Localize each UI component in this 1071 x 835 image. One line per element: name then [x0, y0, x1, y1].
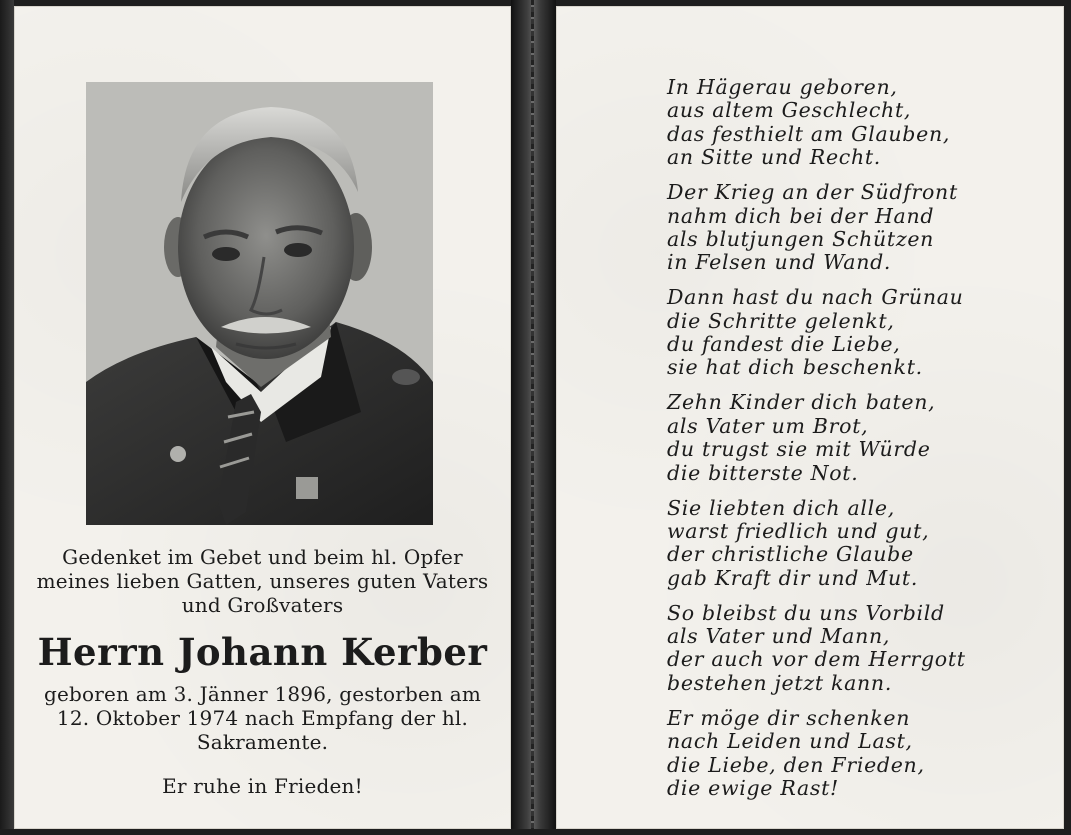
intro-line: und Großvaters [181, 593, 344, 617]
poem-line: Der Krieg an der Südfront [667, 180, 958, 205]
poem-line: nahm dich bei der Hand [667, 203, 935, 228]
dates-line: Sakramente. [196, 730, 329, 754]
fold-crease [531, 0, 534, 835]
poem-line: die Schritte gelenkt, [667, 308, 895, 333]
life-dates-text [14, 682, 511, 754]
poem-line: die Liebe, den Frieden, [667, 752, 925, 777]
poem-line: Zehn Kinder dich baten, [667, 390, 936, 415]
closing-blessing: Er ruhe in Frieden! [162, 774, 363, 798]
poem-line: So bleibst du uns Vorbild [667, 600, 945, 625]
poem-line: das festhielt am Glauben, [667, 121, 951, 146]
poem-line: nach Leiden und Last, [667, 729, 913, 754]
poem-line: in Felsen und Wand. [667, 250, 892, 275]
poem-line: an Sitte und Recht. [667, 145, 882, 170]
poem-line: warst friedlich und gut, [667, 518, 930, 543]
poem-line: die bitterste Not. [667, 460, 859, 485]
poem-stanza [667, 286, 1057, 380]
poem-line: als Vater und Mann, [667, 624, 891, 649]
intro-line: Gedenket im Gebet und beim hl. Opfer [62, 545, 463, 569]
poem-stanza [667, 76, 1057, 170]
poem-stanza [667, 707, 1057, 801]
poem-line: In Hägerau geboren, [667, 75, 898, 99]
poem-line: Sie liebten dich alle, [667, 495, 895, 520]
dates-line: geboren am 3. Jänner 1896, gestorben am [44, 682, 481, 706]
memorial-poem [667, 76, 1057, 812]
poem-line: die ewige Rast! [667, 775, 839, 800]
poem-line: aus altem Geschlecht, [667, 98, 912, 123]
poem-stanza [667, 181, 1057, 275]
scan-border-bottom [0, 829, 1071, 835]
poem-stanza [667, 391, 1057, 485]
poem-line: du trugst sie mit Würde [667, 437, 931, 462]
poem-line: gab Kraft dir und Mut. [667, 565, 919, 590]
poem-line: Er möge dir schenken [667, 705, 911, 730]
poem-line: der christliche Glaube [667, 542, 914, 567]
scan-border-right [1064, 0, 1071, 835]
poem-line: bestehen jetzt kann. [667, 670, 893, 695]
poem-stanza [667, 497, 1057, 591]
intro-text [14, 545, 511, 617]
card-fold [511, 0, 556, 835]
deceased-name: Herrn Johann Kerber [37, 630, 488, 674]
poem-line: Dann hast du nach Grünau [667, 285, 964, 310]
poem-line: als blutjungen Schützen [667, 226, 935, 251]
poem-line: als Vater um Brot, [667, 413, 869, 438]
portrait-photo [86, 82, 433, 525]
poem-line: du fandest die Liebe, [667, 332, 901, 357]
dates-line: 12. Oktober 1974 nach Empfang der hl. [56, 706, 469, 730]
poem-stanza [667, 602, 1057, 696]
poem-line: der auch vor dem Herrgott [667, 647, 966, 672]
intro-line: meines lieben Gatten, unseres guten Vaters [36, 569, 489, 593]
scan-border-left [0, 0, 14, 835]
poem-line: sie hat dich beschenkt. [667, 355, 923, 380]
